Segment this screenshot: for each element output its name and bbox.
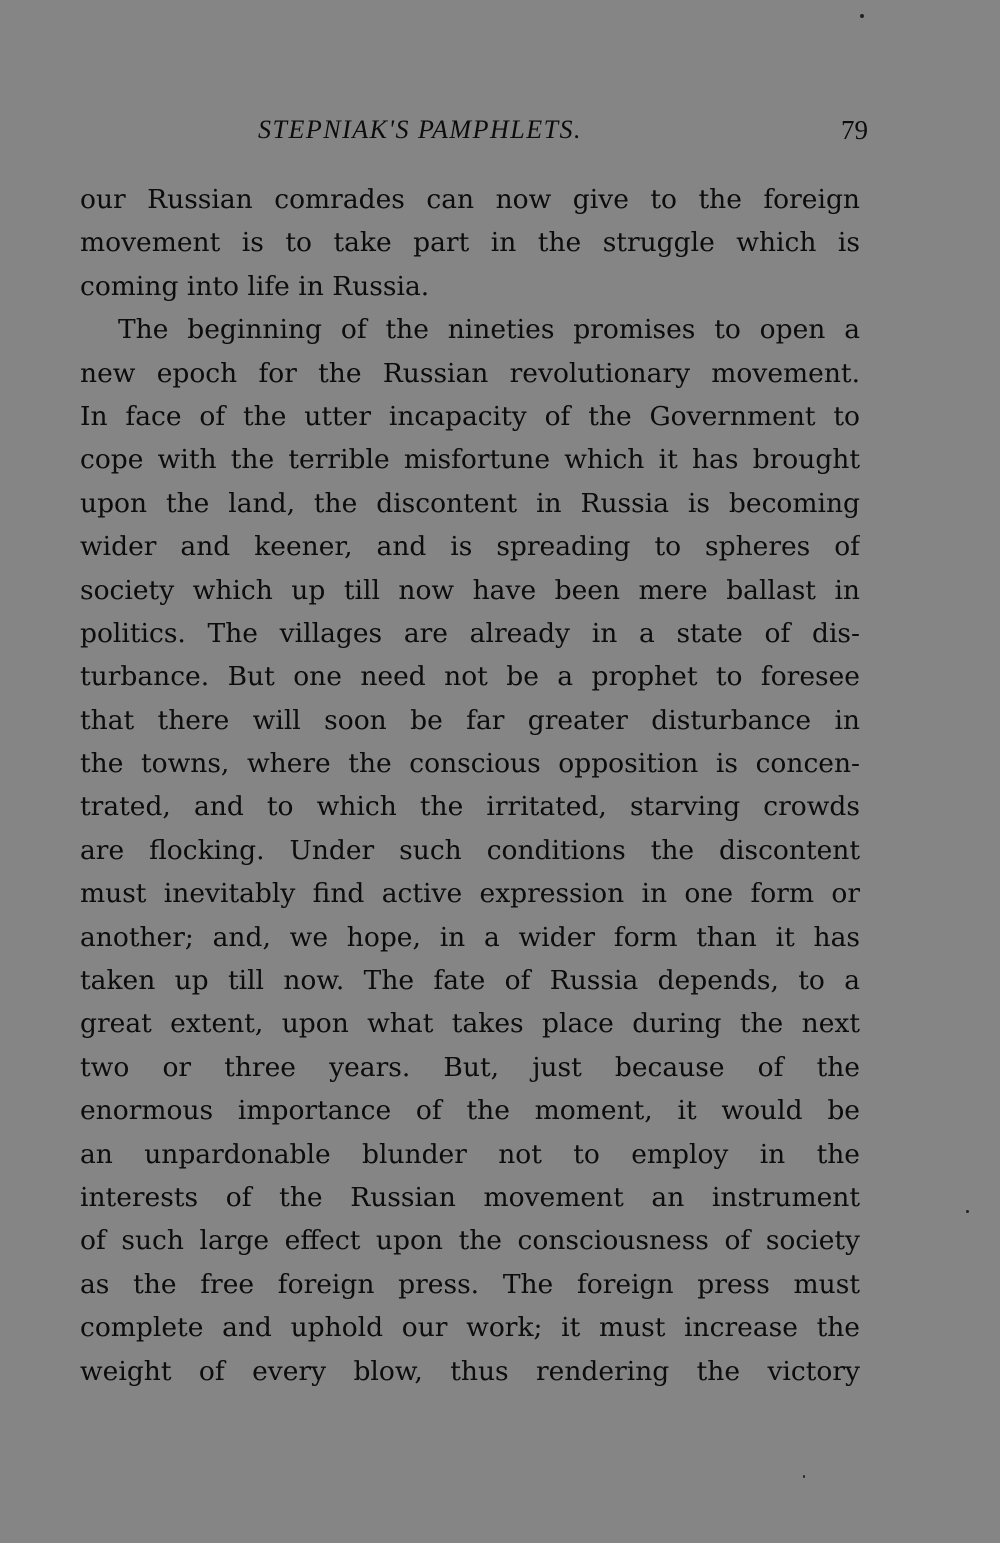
text-line: of such large effect upon the consciousness of society — [80, 1225, 860, 1257]
running-title: STEPNIAK'S PAMPHLETS. — [258, 115, 583, 144]
text-line: two or three years. But, just because of the — [80, 1051, 860, 1083]
text-line: movement is to take part in the struggle which is — [80, 227, 860, 259]
scan-speck — [803, 1475, 805, 1478]
text-line: great extent, upon what takes place during the next — [80, 1008, 860, 1040]
text-line: cope with the terrible misfortune which it has brought — [80, 444, 860, 476]
text-line: In face of the utter incapacity of the Government to — [80, 400, 860, 432]
text-line: must inevitably find active expression in one form or — [80, 878, 860, 910]
text-line: coming into life in Russia. — [80, 270, 430, 302]
text-line: The beginning of the nineties promises to open a — [118, 314, 860, 346]
text-line: taken up till now. The fate of Russia depends, to a — [80, 965, 860, 997]
body-text — [80, 178, 860, 1393]
text-line: another; and, we hope, in a wider form than it has — [80, 921, 860, 953]
text-line: are flocking. Under such conditions the discontent — [80, 834, 860, 866]
text-line: an unpardonable blunder not to employ in the — [80, 1138, 860, 1170]
text-line: complete and uphold our work; it must increase the — [80, 1312, 860, 1344]
text-line: that there will soon be far greater disturbance in — [80, 704, 860, 736]
text-line: turbance. But one need not be a prophet to foresee — [80, 661, 860, 693]
page-number: 79 — [841, 115, 868, 145]
running-head — [258, 110, 868, 150]
text-line: our Russian comrades can now give to the foreign — [80, 184, 860, 215]
text-line: politics. The villages are already in a state of dis- — [80, 617, 860, 649]
text-line: enormous importance of the moment, it would be — [80, 1095, 860, 1127]
text-line: trated, and to which the irritated, starving crowds — [80, 791, 860, 823]
text-line: interests of the Russian movement an instrument — [80, 1181, 860, 1213]
text-line: wider and keener, and is spreading to spheres of — [80, 531, 860, 563]
text-line: as the free foreign press. The foreign press must — [80, 1268, 860, 1300]
text-line: upon the land, the discontent in Russia is becoming — [80, 487, 860, 519]
text-line: new epoch for the Russian revolutionary movement. — [80, 357, 860, 389]
text-line: weight of every blow, thus rendering the victory — [80, 1355, 860, 1387]
text-line: the towns, where the conscious opposition is concen- — [80, 748, 860, 780]
scan-speck — [860, 14, 864, 18]
text-line: society which up till now have been mere ballast in — [80, 574, 860, 606]
scan-speck — [966, 1210, 969, 1213]
